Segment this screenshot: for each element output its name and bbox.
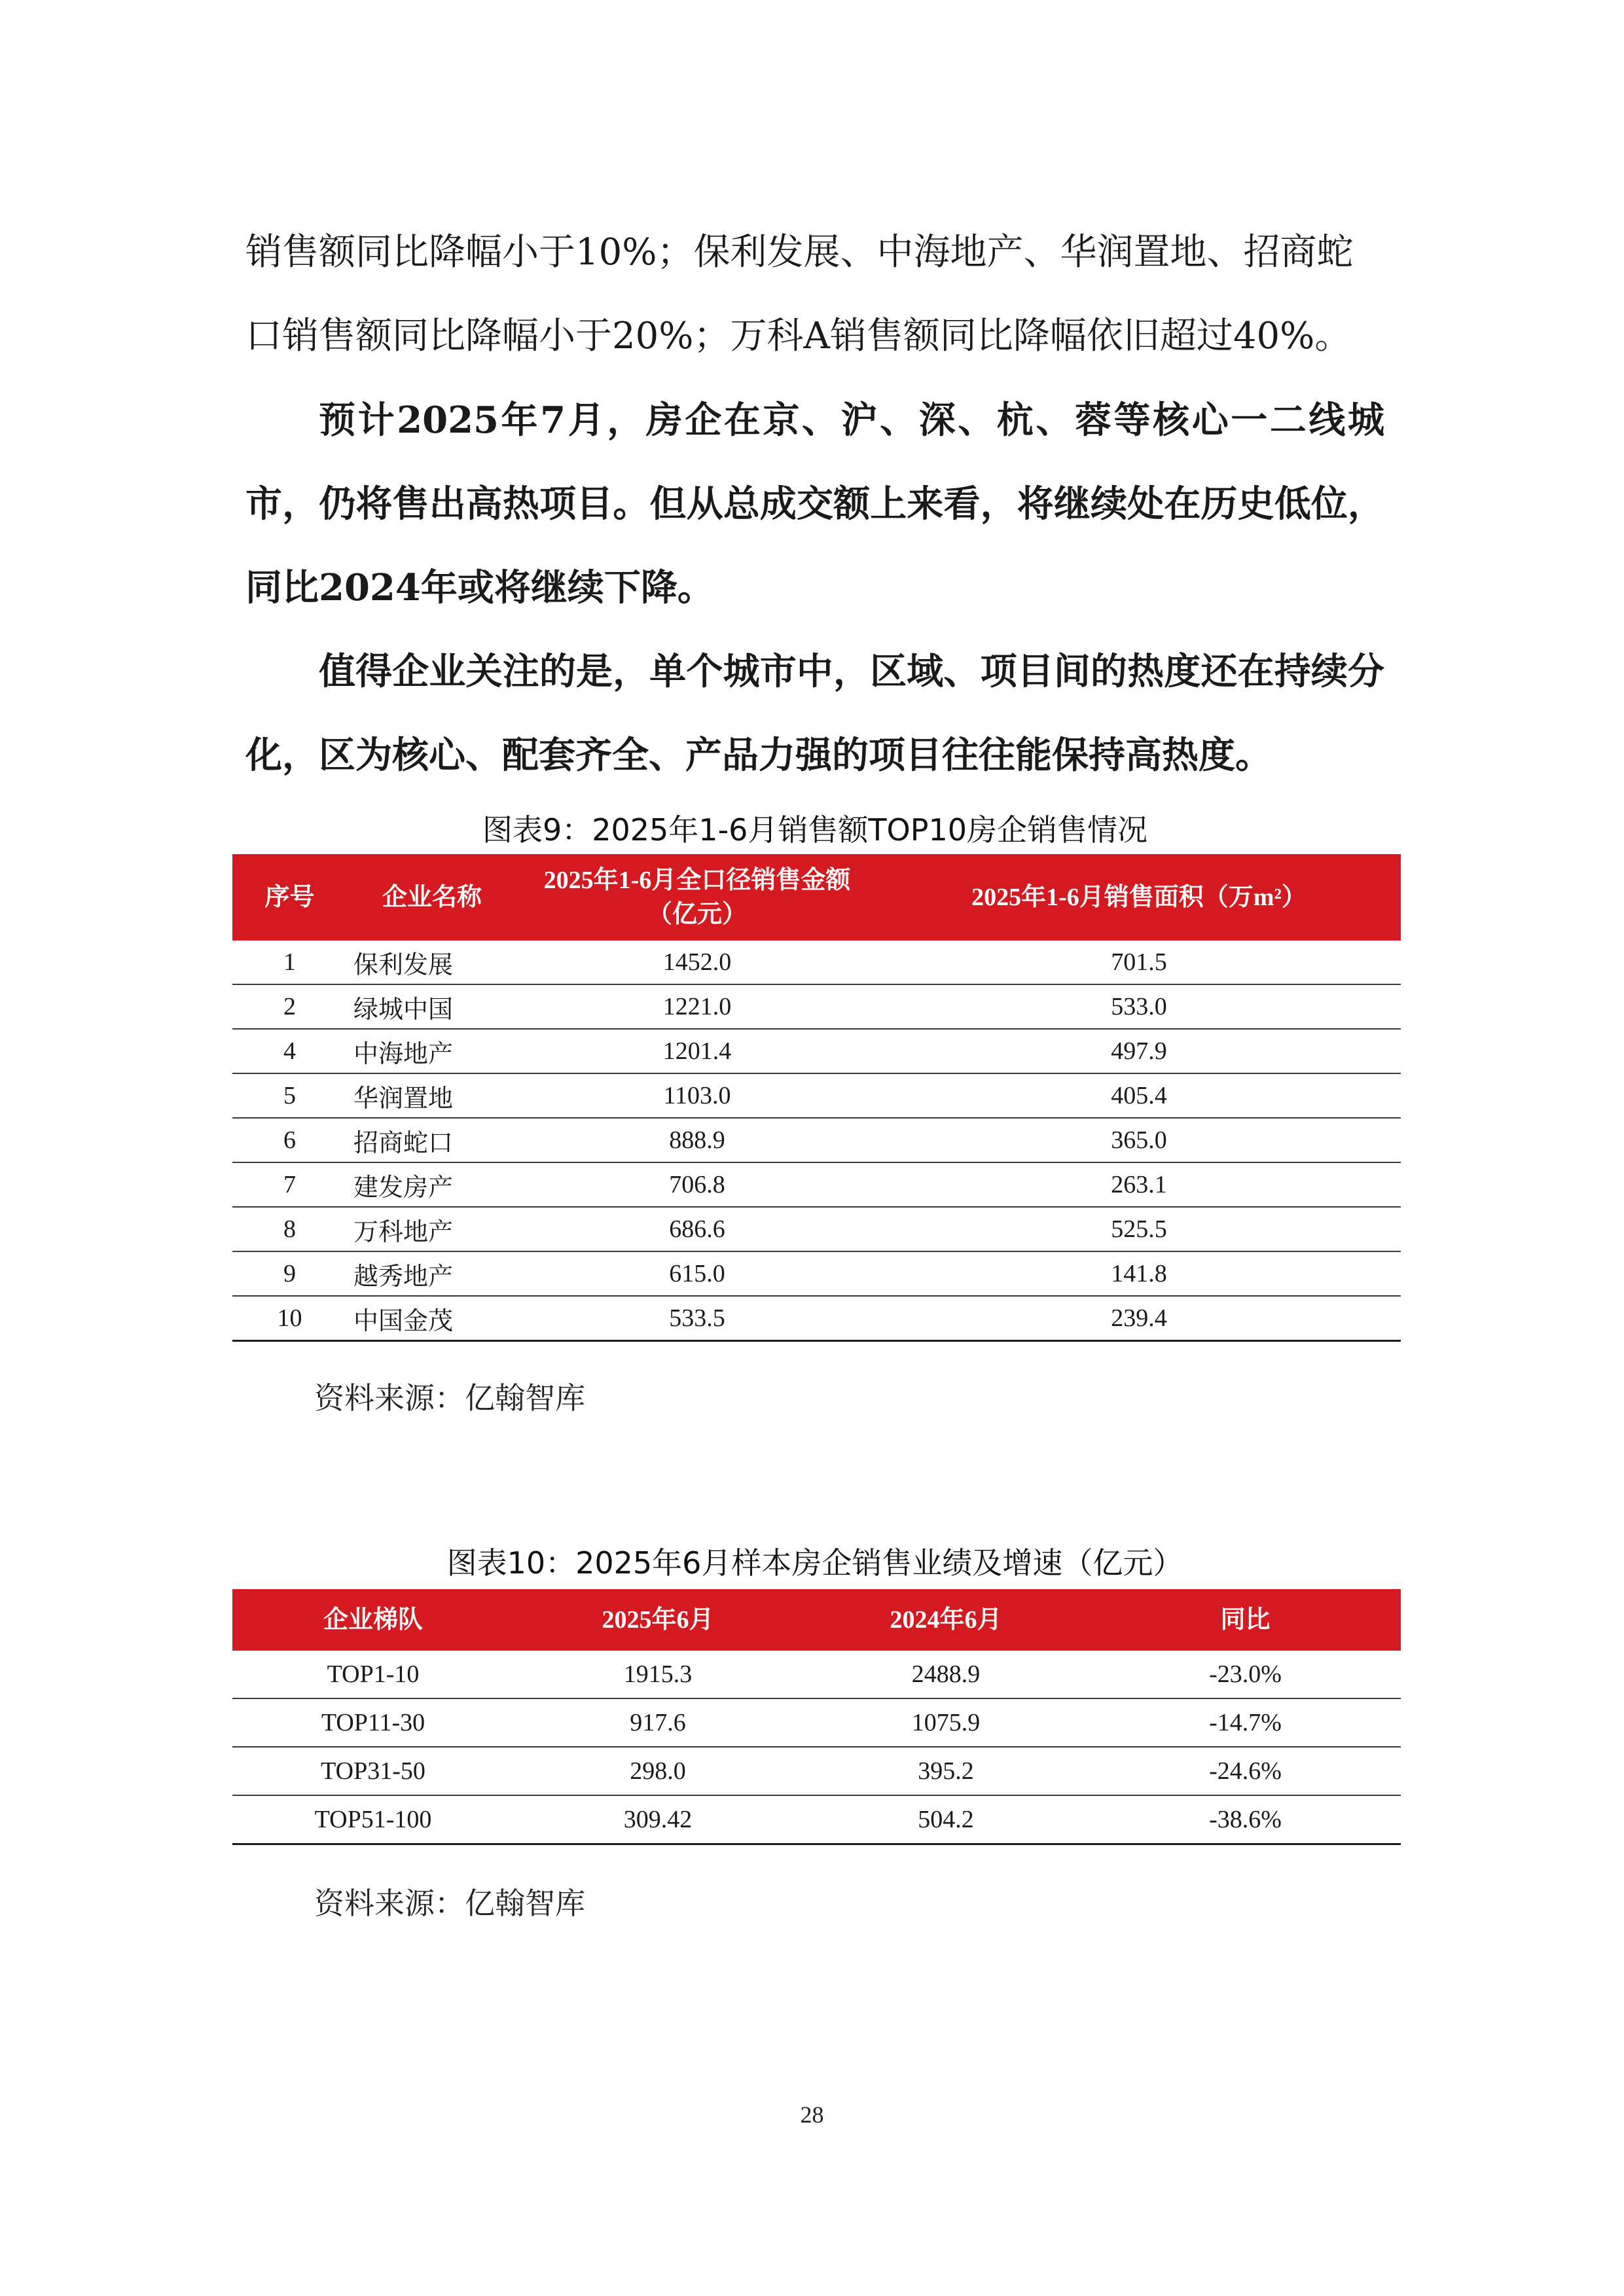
- table1-cell: 365.0: [877, 1118, 1401, 1162]
- table1-cell: 615.0: [517, 1251, 877, 1296]
- table-2-header-tier: 企业梯队: [232, 1589, 514, 1651]
- table2-cell: -14.7%: [1090, 1698, 1401, 1747]
- table1-row: [232, 1118, 1401, 1162]
- table1-row: [232, 1296, 1401, 1341]
- table1-cell: 绿城中国: [347, 984, 517, 1029]
- table-2: [232, 1589, 1401, 1845]
- table1-cell: 中国金茂: [347, 1296, 517, 1341]
- table1-cell: 533.0: [877, 984, 1401, 1029]
- table1-row: [232, 1073, 1401, 1118]
- table1-cell: 华润置地: [347, 1073, 517, 1118]
- table-1-source: 资料来源：亿翰智库: [314, 1380, 585, 1416]
- table1-cell: 141.8: [877, 1251, 1401, 1296]
- table1-cell: 1221.0: [517, 984, 877, 1029]
- table-1-header-row: [232, 854, 1401, 941]
- table1-cell: 7: [232, 1162, 347, 1207]
- table-2-caption: 图表10：2025年6月样本房企销售业绩及增速（亿元）: [446, 1545, 1183, 1581]
- table1-cell: 1103.0: [517, 1073, 877, 1118]
- table-1-caption: 图表9：2025年1-6月销售额TOP10房企销售情况: [482, 812, 1148, 848]
- table2-cell: TOP31-50: [232, 1747, 514, 1795]
- table-2-body: [232, 1651, 1401, 1844]
- table1-cell: 保利发展: [347, 941, 517, 984]
- table1-cell: 405.4: [877, 1073, 1401, 1118]
- table2-cell: 917.6: [514, 1698, 802, 1747]
- table1-row: [232, 984, 1401, 1029]
- table-1: [232, 854, 1401, 1342]
- table1-cell: 1201.4: [517, 1029, 877, 1073]
- table2-cell: TOP1-10: [232, 1651, 514, 1698]
- table1-cell: 1452.0: [517, 941, 877, 984]
- table1-cell: 越秀地产: [347, 1251, 517, 1296]
- table1-row: [232, 1251, 1401, 1296]
- table2-cell: 2488.9: [802, 1651, 1090, 1698]
- table1-cell: 建发房产: [347, 1162, 517, 1207]
- table1-cell: 533.5: [517, 1296, 877, 1341]
- table1-cell: 706.8: [517, 1162, 877, 1207]
- table1-row: [232, 1162, 1401, 1207]
- table2-cell: 1915.3: [514, 1651, 802, 1698]
- table1-cell: 1: [232, 941, 347, 984]
- table2-cell: 1075.9: [802, 1698, 1090, 1747]
- table-2-header-2024: 2024年6月: [802, 1589, 1090, 1651]
- table1-cell: 497.9: [877, 1029, 1401, 1073]
- table1-cell: 888.9: [517, 1118, 877, 1162]
- table2-cell: TOP51-100: [232, 1795, 514, 1844]
- table1-cell: 525.5: [877, 1207, 1401, 1251]
- table1-cell: 9: [232, 1251, 347, 1296]
- table2-cell: TOP11-30: [232, 1698, 514, 1747]
- table-2-source: 资料来源：亿翰智库: [314, 1886, 585, 1921]
- table1-cell: 2: [232, 984, 347, 1029]
- table2-cell: 395.2: [802, 1747, 1090, 1795]
- table2-cell: 309.42: [514, 1795, 802, 1844]
- paragraph-3: 值得企业关注的是，单个城市中，区域、项目间的热度还在持续分化，区为核心、配套齐全、产品力强的项目往往能保持高热度。: [245, 650, 1384, 777]
- table1-cell: 4: [232, 1029, 347, 1073]
- table-2-header-2025: 2025年6月: [514, 1589, 802, 1651]
- table2-row: [232, 1747, 1401, 1795]
- paragraph-1-line-2: 口销售额同比降幅小于20%；万科A销售额同比降幅依旧超过40%。: [245, 315, 1352, 357]
- table1-row: [232, 1207, 1401, 1251]
- table-2-header-yoy: 同比: [1090, 1589, 1401, 1651]
- table2-cell: -38.6%: [1090, 1795, 1401, 1844]
- paragraph-1-line-1: 销售额同比降幅小于10%；保利发展、中海地产、华润置地、招商蛇: [245, 231, 1354, 274]
- table1-cell: 701.5: [877, 941, 1401, 984]
- table-1-header-amount: 2025年1-6月全口径销售金额（亿元）: [517, 854, 877, 941]
- table-1-header-area: 2025年1-6月销售面积（万m²）: [877, 854, 1401, 941]
- table2-cell: 504.2: [802, 1795, 1090, 1844]
- table2-row: [232, 1698, 1401, 1747]
- table1-cell: 5: [232, 1073, 347, 1118]
- table1-cell: 239.4: [877, 1296, 1401, 1341]
- table2-row: [232, 1651, 1401, 1698]
- table1-cell: 10: [232, 1296, 347, 1341]
- table2-row: [232, 1795, 1401, 1844]
- table1-cell: 万科地产: [347, 1207, 517, 1251]
- table1-cell: 6: [232, 1118, 347, 1162]
- table-2-header-row: [232, 1589, 1401, 1651]
- table1-cell: 中海地产: [347, 1029, 517, 1073]
- page-number: 28: [800, 2102, 824, 2128]
- table-1-header-index: 序号: [232, 854, 347, 941]
- table1-cell: 8: [232, 1207, 347, 1251]
- paragraph-2: 预计2025年7月，房企在京、沪、深、杭、蓉等核心一二线城市，仍将售出高热项目。但从总成交额上来看，将继续处在历史低位，同比2024年或将继续下降。: [245, 399, 1384, 609]
- table1-row: [232, 941, 1401, 984]
- table-1-body: [232, 941, 1401, 1341]
- table1-cell: 686.6: [517, 1207, 877, 1251]
- table1-cell: 招商蛇口: [347, 1118, 517, 1162]
- table2-cell: -23.0%: [1090, 1651, 1401, 1698]
- table2-cell: -24.6%: [1090, 1747, 1401, 1795]
- table-1-header-company: 企业名称: [347, 854, 517, 941]
- table2-cell: 298.0: [514, 1747, 802, 1795]
- table1-row: [232, 1029, 1401, 1073]
- table1-cell: 263.1: [877, 1162, 1401, 1207]
